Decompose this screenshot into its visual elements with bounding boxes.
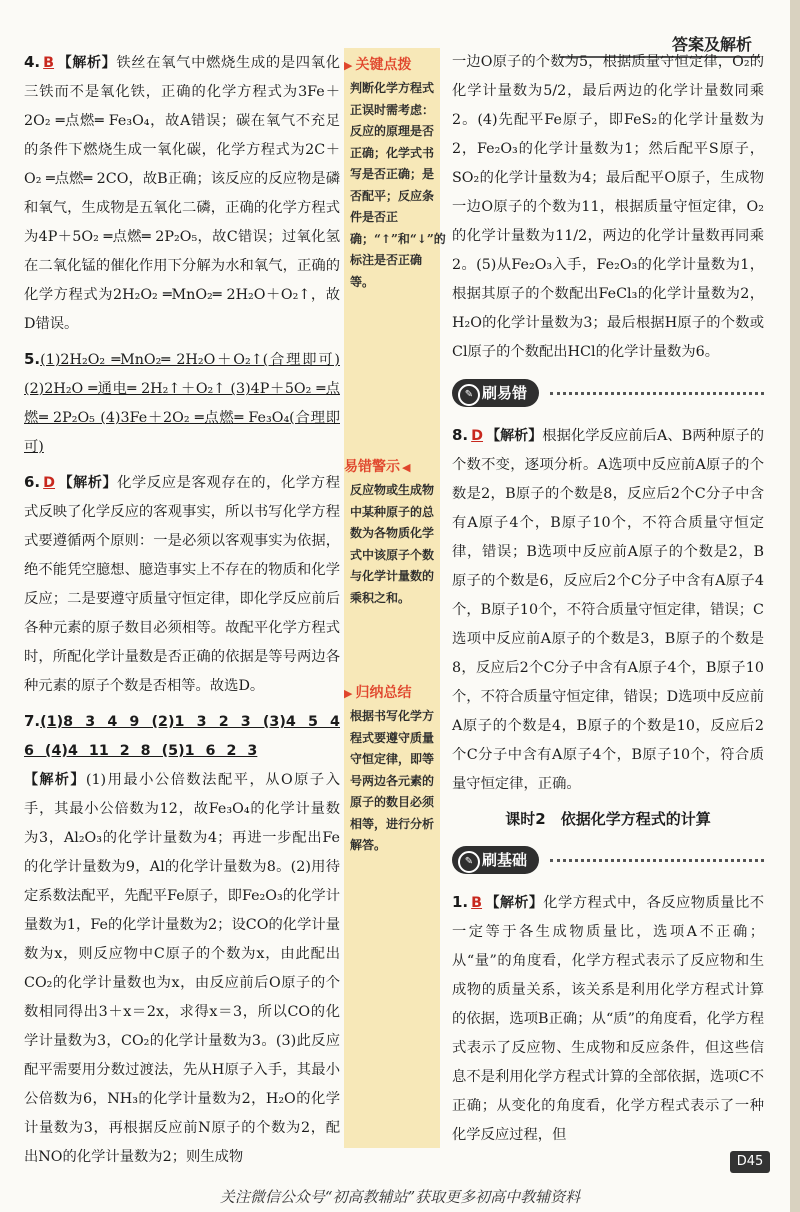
analysis-text: 化学方程式中，各反应物质量比不一定等于各生成物质量比，选项A不正确；从“量”的角度看，化学方程式表示了反应物和生成物的质量关系，该关系是利用化学方程式计算的依据，选项B正确；从“质”的角度看，化学方程式表示了反应物、生成物和反应条件，但这些信息不是利用化学方程式计算的全部依据，选项C不正确；从变化的角度看，化学方程式表示了一种化学反应过程，但 — [452, 895, 765, 1143]
question-number: 1. — [452, 893, 469, 911]
tips-sidebar — [344, 48, 446, 1148]
pencil-icon: ✎ — [458, 851, 480, 873]
question-6 — [24, 468, 340, 701]
analysis-label: 【解析】 — [24, 772, 86, 788]
question-8 — [452, 421, 764, 799]
answer-sequence: (1)8 3 4 9 (2)1 3 2 3 (3)4 5 4 6 (4)4 11 2 8 (5)1 6 2 3 — [24, 714, 340, 759]
answer-text: (1)2H₂O₂ ═MnO₂═ 2H₂O＋O₂↑(合理即可) (2)2H₂O ═通电═ 2H₂↑＋O₂↑ (3)4P＋5O₂ ═点燃═ 2P₂O₅ (4)3Fe＋2O₂ ═点燃═ Fe₃O₄(合理即可) — [24, 352, 340, 455]
question-number: 4. — [24, 53, 41, 71]
analysis-label: 【解析】 — [58, 475, 118, 491]
question-1 — [452, 888, 764, 1150]
section-banner-errors — [452, 375, 764, 411]
right-column — [452, 48, 764, 1156]
analysis-text: 根据化学反应前后A、B两种原子的个数不变，逐项分析。A选项中反应前A原子的个数是2，B原子的个数是8，反应后2个C分子中含有A原子4个，B原子10个，不符合质量守恒定律，错误；B选项中反应前A原子的个数是2，B原子的个数是6，反应后2个C分子中含有A原子4个，B原子10个，不符合质量守恒定律，错误；C选项中反应前A原子的个数是3，B原子的个数是8，反应后2个C分子中含有A原子4个，B原子10个，不符合质量守恒定律，错误；D选项中反应前A原子的个数是4，B原子的个数是10，反应后2个C分子中含有A原子4个，B原子10个，符合质量守恒定律，正确。 — [452, 428, 764, 792]
dotted-divider — [550, 859, 764, 862]
analysis-text: (1)用最小公倍数法配平，从O原子入手，其最小公倍数为12，故Fe₃O₄的化学计量数为3，Al₂O₃的化学计量数为4；再进一步配出Fe的化学计量数为9，Al的化学计量数为8。(2)用待定系数法配平，先配平Fe原子，即Fe₂O₃的化学计量数为1，Fe的化学计量数为2；设CO的化学计量数为x，则反应物中C原子的个数为x，由此配出CO₂的化学计量数也为x，由反应前后O原子的个数相同得出3＋x＝2x，求得x＝3，所以CO的化学计量数为3，CO₂的化学计量数为3。(3)此反应配平需要用分数过渡法，先从H原子入手，其最小公倍数为6，NH₃的化学计量数为2，H₂O的化学计量数为3，再根据反应前N原子的个数为2，配出NO的化学计量数为2；则生成物 — [24, 772, 340, 1165]
mistake-warning-text: 反应物或生成物中某种原子的总数为各物质化学式中该原子个数与化学计量数的乘积之和。 — [350, 483, 435, 605]
page-edge — [790, 0, 800, 1212]
lesson-title: 课时2 依据化学方程式的计算 — [505, 810, 711, 828]
arrow-icon: ▶ — [344, 59, 353, 72]
section-banner-basics — [452, 842, 764, 878]
answer-letter: D — [471, 428, 484, 444]
answer-letter: D — [43, 475, 56, 491]
arrow-icon: ▶ — [344, 687, 353, 700]
header-title: 答案及解析 — [671, 35, 752, 54]
analysis-text: 铁丝在氧气中燃烧生成的是四氧化三铁而不是氧化铁，正确的化学方程式为3Fe＋2O₂ ═点燃═ Fe₃O₄，故A错误；碳在氧气不充足的条件下燃烧生成一氧化碳，化学方程式为2C＋O₂ ═点燃═ 2CO，故B正确；该反应的反应物是磷和氧气，生成物是五氧化二磷，正确的化学方程式为4P＋5O₂ ═点燃═ 2P₂O₅，故C错误；过氧化氢在二氧化锰的催化作用下分解为水和氧气，正确的化学方程式为2H₂O₂ ═MnO₂═ 2H₂O＋O₂↑，故D错误。 — [24, 55, 341, 332]
question-4 — [24, 48, 340, 339]
question-7 — [24, 707, 340, 1172]
footer-note: 关注微信公众号“初高教辅站”获取更多初高中教辅资料 — [219, 1188, 581, 1206]
dotted-divider — [550, 392, 764, 395]
pencil-icon: ✎ — [458, 384, 480, 406]
analysis-text: 化学反应是客观存在的，化学方程式反映了化学反应的客观事实，所以书写化学方程式要遵循两个原则：一是必须以客观事实为依据，绝不能凭空臆想、臆造事实上不存在的物质和化学反应；二是要遵守质量守恒定律，即化学反应前后各种元素的原子数目必须相等。故配平化学方程式时，所配化学计量数是否正确的依据是等号两边各种元素的原子个数是否相等。故选D。 — [24, 475, 341, 694]
analysis-label: 【解析】 — [485, 895, 544, 911]
answer-letter: B — [471, 895, 483, 911]
question-number: 5. — [24, 350, 41, 368]
question-number: 7. — [24, 712, 41, 730]
summary-heading: ▶ 归纳总结 — [344, 685, 412, 701]
summary-text: 根据书写化学方程式要遵守质量守恒定律，即等号两边各元素的原子的数目必须相等，进行分析解答。 — [350, 709, 435, 852]
question-number: 6. — [24, 473, 41, 491]
key-tip-text: 判断化学方程式正误时需考虑：反应的原理是否正确；化学式书写是否正确；是否配平；反应条件是否正确；“↑”和“↓”的标注是否正确等。 — [350, 81, 446, 289]
left-column — [24, 48, 340, 1178]
question-5 — [24, 345, 340, 462]
answer-letter: B — [43, 55, 55, 71]
section-label: ✎ 刷易错 — [452, 379, 539, 407]
question-7-continued: 一边O原子的个数为5，根据质量守恒定律，O₂的化学计量数为5/2，最后两边的化学计量数同乘2。(4)先配平Fe原子，即FeS₂的化学计量数为2，Fe₂O₃的化学计量数为1；然后配平S原子，SO₂的化学计量数为4；最后配平O原子，生成物一边O原子的个数为11，根据质量守恒定律，O₂的化学计量数为11/2，两边的化学计量数再同乘2。(5)从Fe₂O₃入手，Fe₂O₃的化学计量数为1，根据其原子的个数配出FeCl₃的化学计量数为2，H₂O的化学计量数为3；最后根据H原子的个数或Cl原子的个数配出HCl的化学计量数为6。 — [452, 54, 764, 360]
analysis-label: 【解析】 — [57, 55, 117, 71]
arrow-icon: ◀ — [402, 461, 411, 474]
section-label: ✎ 刷基础 — [452, 846, 539, 874]
key-tip-heading: ▶ 关键点拨 — [344, 57, 412, 73]
analysis-label: 【解析】 — [486, 428, 543, 444]
page-number: D45 — [730, 1151, 770, 1173]
question-number: 8. — [452, 426, 469, 444]
mistake-warning-heading: 易错警示 ◀ — [344, 459, 411, 475]
